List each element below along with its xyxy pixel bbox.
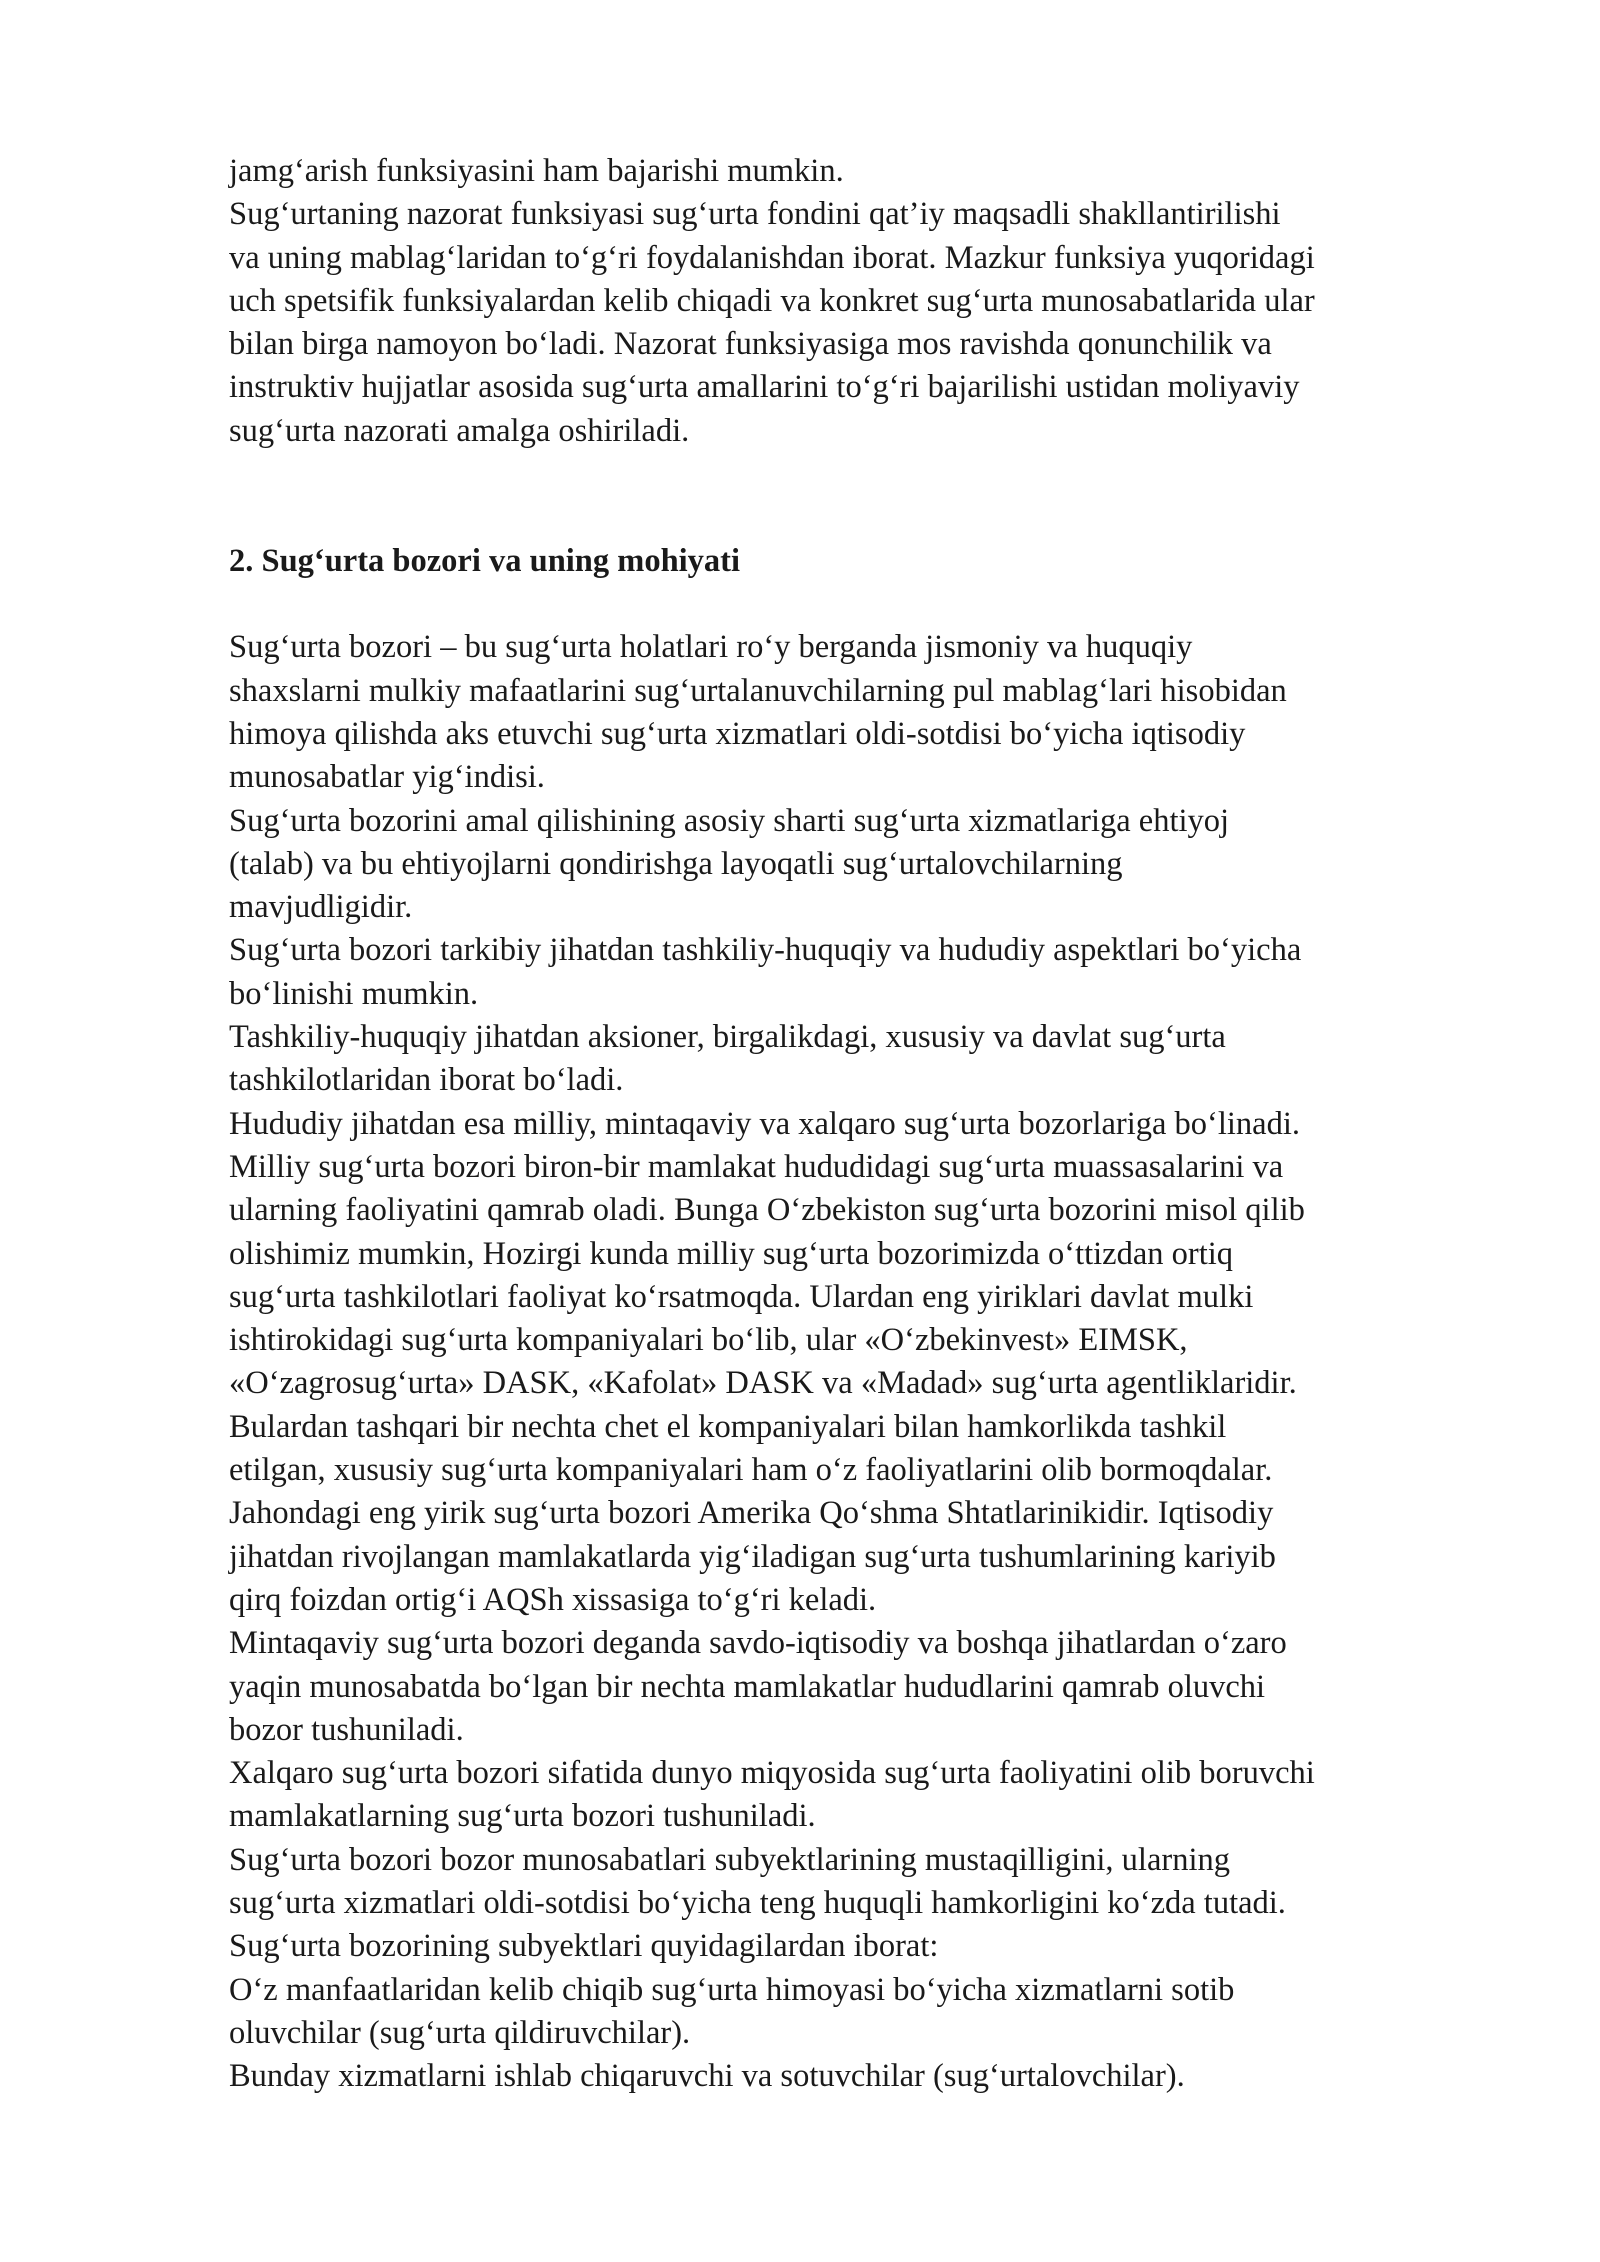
- text-line: sug‘urta tashkilotlari faoliyat ko‘rsatmoqda. Ulardan eng yiriklari davlat mulki: [229, 1278, 1254, 1315]
- text-line: mavjudligidir.: [229, 889, 413, 926]
- text-line: jamg‘arish funksiyasini ham bajarishi mumkin.: [229, 153, 844, 189]
- section-heading: 2. Sug‘urta bozori va uning mohiyati: [229, 543, 741, 580]
- text-line: sug‘urta nazorati amalga oshiriladi.: [229, 412, 690, 449]
- text-line: munosabatlar yig‘indisi.: [229, 759, 545, 796]
- text-line: himoya qilishda aks etuvchi sug‘urta xizmatlari oldi-sotdisi bo‘yicha iqtisodiy: [229, 715, 1246, 752]
- text-line: mamlakatlarning sug‘urta bozori tushuniladi.: [229, 1798, 816, 1835]
- text-line: Milliy sug‘urta bozori biron-bir mamlakat hududidagi sug‘urta muassasalarini va: [229, 1148, 1284, 1185]
- text-line: uch spetsifik funksiyalardan kelib chiqadi va konkret sug‘urta munosabatlarida ular: [229, 282, 1315, 319]
- text-line: Bulardan tashqari bir nechta chet el kompaniyalari bilan hamkorlikda tashkil: [229, 1408, 1227, 1445]
- document-body: [229, 150, 1529, 2098]
- text-line: Hududiy jihatdan esa milliy, mintaqaviy va xalqaro sug‘urta bozorlariga bo‘linadi.: [229, 1105, 1301, 1142]
- text-line: va uning mablag‘laridan to‘g‘ri foydalanishdan iborat. Mazkur funksiya yuqoridagi: [229, 239, 1315, 276]
- text-line: Jahondagi eng yirik sug‘urta bozori Amerika Qo‘shma Shtatlarinikidir. Iqtisodiy: [229, 1495, 1274, 1532]
- text-line: ularning faoliyatini qamrab oladi. Bunga O‘zbekiston sug‘urta bozorini misol qilib: [229, 1192, 1305, 1229]
- text-line: O‘z manfaatlaridan kelib chiqib sug‘urta himoyasi bo‘yicha xizmatlarni sotib: [229, 1971, 1235, 2008]
- text-line: bo‘linishi mumkin.: [229, 975, 479, 1012]
- text-line: Sug‘urta bozori tarkibiy jihatdan tashkiliy-huquqiy va hududiy aspektlari bo‘yicha: [229, 932, 1302, 969]
- text-line: Sug‘urtaning nazorat funksiyasi sug‘urta fondini qat’iy maqsadli shakllantirilishi: [229, 196, 1281, 233]
- text-line: bozor tushuniladi.: [229, 1711, 464, 1748]
- text-line: bilan birga namoyon bo‘ladi. Nazorat funksiyasiga mos ravishda qonunchilik va: [229, 326, 1272, 363]
- text-line: (talab) va bu ehtiyojlarni qondirishga layoqatli sug‘urtalovchilarning: [229, 845, 1123, 882]
- text-line: Tashkiliy-huquqiy jihatdan aksioner, birgalikdagi, xususiy va davlat sug‘urta: [229, 1019, 1226, 1056]
- text-line: olishimiz mumkin, Hozirgi kunda milliy sug‘urta bozorimizda o‘ttizdan ortiq: [229, 1235, 1234, 1272]
- text-line: qirq foizdan ortig‘i AQSh xissasiga to‘g‘ri keladi.: [229, 1581, 877, 1618]
- text-line: etilgan, xususiy sug‘urta kompaniyalari ham o‘z faoliyatlarini olib bormoqdalar.: [229, 1452, 1273, 1489]
- text-line: Bunday xizmatlarni ishlab chiqaruvchi va sotuvchilar (sug‘urtalovchilar).: [229, 2058, 1185, 2095]
- text-line: ishtirokidagi sug‘urta kompaniyalari bo‘lib, ular «O‘zbekinvest» EIMSK,: [229, 1322, 1188, 1359]
- text-line: Sug‘urta bozori bozor munosabatlari subyektlarining mustaqilligini, ularning: [229, 1841, 1230, 1878]
- text-line: jihatdan rivojlangan mamlakatlarda yig‘iladigan sug‘urta tushumlarining kariyib: [229, 1538, 1276, 1575]
- text-line: yaqin munosabatda bo‘lgan bir nechta mamlakatlar hududlarini qamrab oluvchi: [229, 1668, 1266, 1705]
- text-line: tashkilotlaridan iborat bo‘ladi.: [229, 1062, 624, 1099]
- text-line: Sug‘urta bozorini amal qilishining asosiy sharti sug‘urta xizmatlariga ehtiyoj: [229, 802, 1230, 839]
- text-line: sug‘urta xizmatlari oldi-sotdisi bo‘yicha teng huquqli hamkorligini ko‘zda tutadi.: [229, 1884, 1286, 1921]
- text-line: oluvchilar (sug‘urta qildiruvchilar).: [229, 2014, 691, 2051]
- text-line: «O‘zagrosug‘urta» DASK, «Kafolat» DASK va «Madad» sug‘urta agentliklaridir.: [229, 1365, 1297, 1402]
- text-line: Mintaqaviy sug‘urta bozori deganda savdo-iqtisodiy va boshqa jihatlardan o‘zaro: [229, 1625, 1287, 1662]
- text-line: instruktiv hujjatlar asosida sug‘urta amallarini to‘g‘ri bajarilishi ustidan moliyaviy: [229, 369, 1300, 406]
- text-line: Sug‘urta bozorining subyektlari quyidagilardan iborat:: [229, 1928, 939, 1965]
- text-line: Xalqaro sug‘urta bozori sifatida dunyo miqyosida sug‘urta faoliyatini olib boruvchi: [229, 1755, 1315, 1792]
- text-line: shaxslarni mulkiy mafaatlarini sug‘urtalanuvchilarning pul mablag‘lari hisobidan: [229, 672, 1287, 709]
- text-line: Sug‘urta bozori – bu sug‘urta holatlari ro‘y berganda jismoniy va huquqiy: [229, 629, 1193, 666]
